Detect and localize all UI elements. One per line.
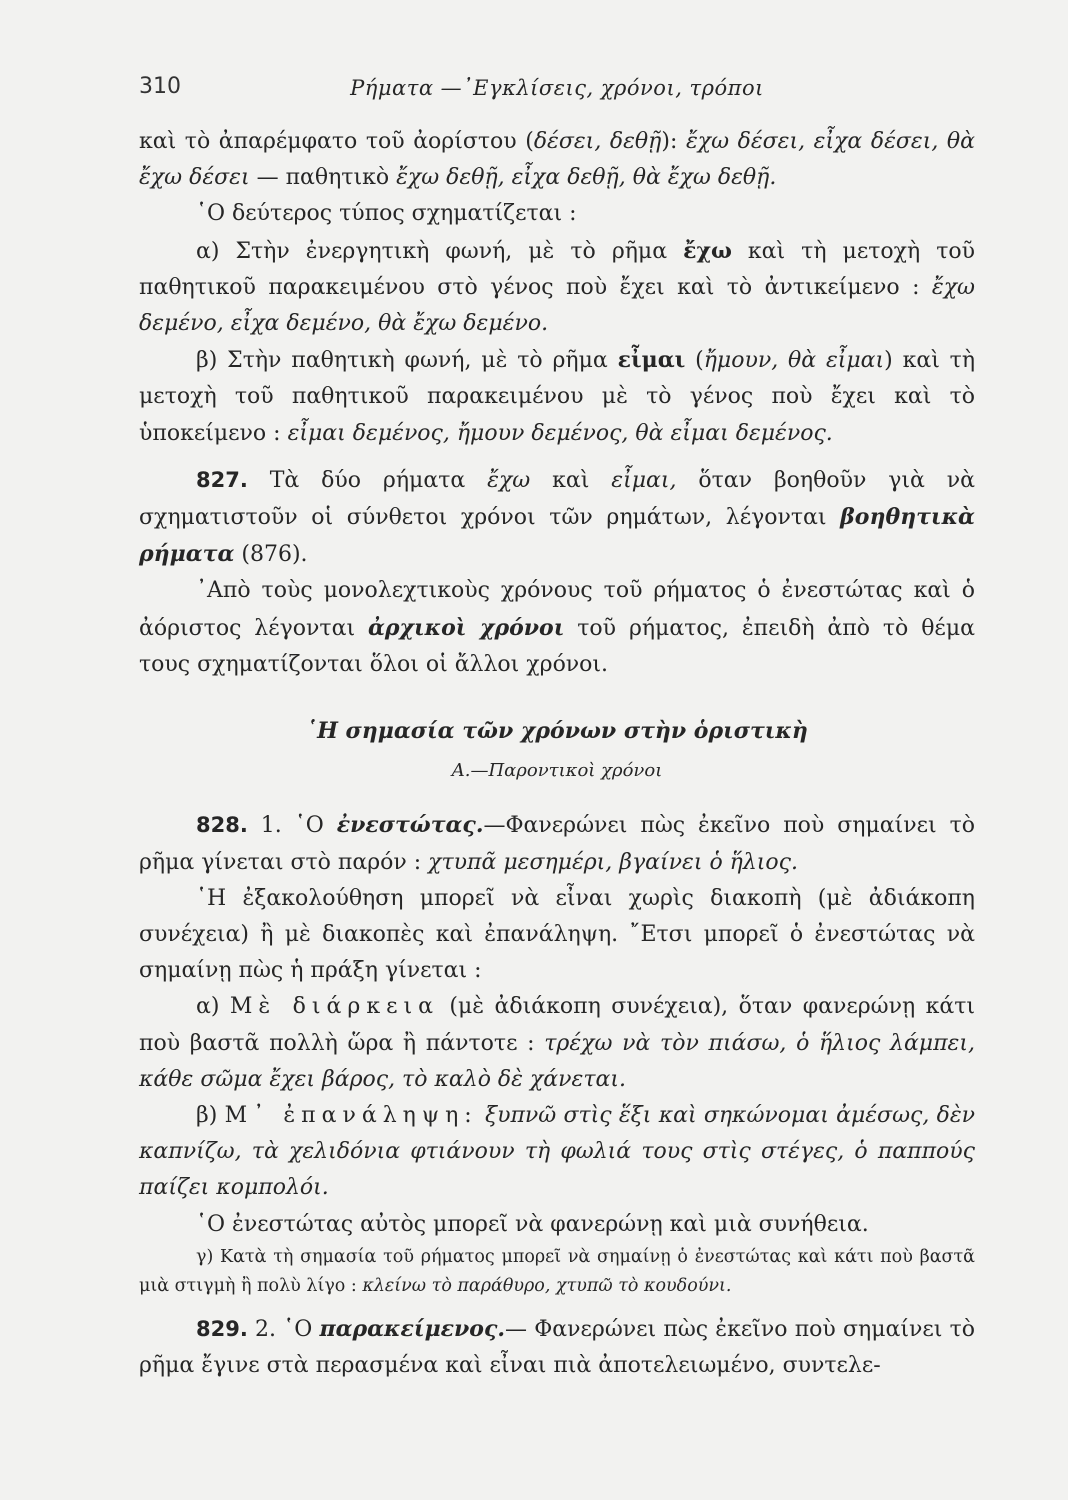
- section-827: [139, 462, 975, 574]
- paragraph-second-type: ῾Ο δεύτερος τύπος σχηματίζεται :: [196, 201, 577, 227]
- text: ):: [661, 129, 686, 154]
- page-body: [139, 124, 975, 1384]
- text: — παθητικὸ: [249, 165, 397, 191]
- text: ) καὶ τὴ μετοχὴ τοῦ παθητικοῦ παρακειμένου μὲ τὸ γένος ποὺ ἔχει καὶ τὸ ὑποκείμενο :: [139, 348, 976, 446]
- text: [478, 1103, 485, 1128]
- example: κλείνω τὸ παράθυρο, χτυπῶ τὸ κουδούνι.: [362, 1275, 732, 1296]
- text: ὅταν βοηθοῦν γιὰ νὰ σχηματιστοῦν οἱ σύνθετοι χρόνοι τῶν ρημάτων, λέγονται: [139, 467, 975, 531]
- text: τοῦ ρήματος, ἐπειδὴ ἀπὸ τὸ θέμα τους σχηματίζονται ὅλοι οἱ ἄλλοι χρόνοι.: [139, 615, 975, 677]
- paragraph-momentary: [139, 1243, 975, 1301]
- example: ἔχω δεμένο, εἶχα δεμένο, θὰ ἔχω δεμένο.: [139, 274, 975, 337]
- section-829: [139, 1311, 975, 1384]
- text: Τὰ δύο ρήματα: [247, 467, 488, 493]
- text: γ) Κατὰ τὴ σημασία τοῦ ρήματος μπορεῖ νὰ σημαίνῃ ὁ ἐνεστώτας καὶ κάτι ποὺ βαστᾶ μιὰ στιγμὴ ἢ πολὺ λίγο :: [139, 1246, 975, 1296]
- text: α): [196, 994, 230, 1020]
- example: ἔχω: [487, 467, 531, 493]
- text: (: [685, 348, 704, 374]
- example: ἤμουν, θὰ εἶμαι: [703, 348, 885, 374]
- example: ἔχω δεθῇ, εἶχα δεθῇ, θὰ ἔχω δεθῇ.: [396, 165, 777, 191]
- text: καὶ: [530, 467, 612, 493]
- section-subheading: Α.—Παροντικοὶ χρόνοι: [451, 760, 663, 782]
- page-header: [139, 74, 975, 106]
- text: (μὲ ἀδιάκοπη συνέχεια), ὅταν φανερώνῃ κάτι ποὺ βαστᾶ πολλὴ ὥρα ἢ πάντοτε :: [139, 994, 975, 1056]
- bold-term: ἔχω: [683, 237, 732, 264]
- paragraph-active-voice: [139, 233, 975, 343]
- bold-term: παρακείμενος.: [319, 1315, 506, 1342]
- example: δέσει, δεθῇ: [533, 129, 662, 154]
- paragraph-continuation: ῾Η ἐξακολούθηση μπορεῖ νὰ εἶναι χωρὶς διακοπὴ (μὲ ἀδιάκοπη συνέχεια) ἢ μὲ διακοπὲς καὶ ἐπανάληψη. ῎Ετσι μπορεῖ ὁ ἐνεστώτας νὰ σημαίνῃ πὼς ἡ πράξη γίνεται :: [139, 885, 975, 984]
- bold-term: ἐνεστώτας.: [336, 812, 484, 839]
- text: καὶ τὴ μετοχὴ τοῦ παθητικοῦ παρακειμένου στὸ γένος ποὺ ἔχει καὶ τὸ ἀντικείμενο :: [139, 238, 975, 300]
- paragraph-repetition: [139, 1098, 975, 1207]
- paragraph-duration: [139, 989, 975, 1098]
- bold-term: ἀρχικοὶ χρόνοι: [367, 614, 565, 641]
- text: 1. ῾Ο: [247, 813, 337, 839]
- section-828: [139, 807, 975, 880]
- text: — Φανερώνει πὼς ἐκεῖνο ποὺ σημαίνει τὸ ρῆμα ἔγινε στὰ περασμένα καὶ εἶναι πιὰ ἀποτελειωμένο, συντελε-: [139, 1316, 975, 1379]
- text: (876).: [234, 542, 308, 568]
- example: εἶμαι δεμένος, ἤμουν δεμένος, θὰ εἶμαι δεμένος.: [287, 420, 833, 446]
- text: α) Στὴν ἐνεργητικὴ φωνή, μὲ τὸ ρῆμα: [196, 238, 684, 264]
- example: ἔχω δέσει, εἶχα δέσει, θὰ ἔχω δέσει: [139, 129, 975, 191]
- spaced-term: Μ᾿ ἐπανάληψη:: [224, 1103, 478, 1129]
- running-title: Ρήματα —᾿Εγκλίσεις, χρόνοι, τρόποι: [350, 76, 764, 100]
- paragraph-passive-voice: [139, 342, 975, 452]
- example: ξυπνῶ στὶς ἕξι καὶ σηκώνομαι ἀμέσως, δὲν καπνίζω, τὰ χελιδόνια φτιάνουν τὴ φωλιά τους στὶς στέγες, ὁ παππούς παίζει κομπολόι.: [139, 1103, 976, 1201]
- section-number: 827.: [196, 467, 248, 492]
- section-number: 828.: [196, 813, 248, 838]
- page-number: 310: [139, 74, 181, 99]
- text: ᾿Απὸ τοὺς μονολεχτικοὺς χρόνους τοῦ ρήματος ὁ ἐνεστώτας καὶ ὁ ἀόριστος λέγονται: [139, 578, 975, 641]
- text: —Φανερώνει πὼς ἐκεῖνο ποὺ σημαίνει τὸ ρῆμα γίνεται στὸ παρόν :: [139, 813, 975, 875]
- section-number: 829.: [196, 1316, 248, 1341]
- text: β): [196, 1103, 225, 1129]
- text: 2. ῾Ο: [247, 1316, 320, 1342]
- bold-term: εἶμαι: [617, 347, 686, 374]
- spaced-term: Μὲ διάρκεια: [229, 994, 439, 1020]
- example: χτυπᾶ μεσημέρι, βγαίνει ὁ ἥλιος.: [428, 849, 798, 875]
- example: τρέχω νὰ τὸν πιάσω, ὁ ἥλιος λάμπει, κάθε σῶμα ἔχει βάρος, τὸ καλὸ δὲ χάνεται.: [139, 1030, 975, 1092]
- bold-term: βοηθητικὰ ρήματα: [139, 504, 975, 568]
- paragraph-initial-tenses: [139, 573, 975, 683]
- text: καὶ τὸ ἀπαρέμφατο τοῦ ἀορίστου (: [139, 129, 534, 154]
- example: εἶμαι,: [611, 467, 677, 493]
- paragraph-habit: ῾Ο ἐνεστώτας αὐτὸς μπορεῖ νὰ φανερώνῃ καὶ μιὰ συνήθεια.: [196, 1211, 869, 1237]
- text: β) Στὴν παθητικὴ φωνή, μὲ τὸ ρῆμα: [196, 348, 618, 374]
- paragraph-aorist-infinitive: [139, 124, 975, 196]
- section-heading: ῾Η σημασία τῶν χρόνων στὴν ὁριστικὴ: [306, 718, 808, 745]
